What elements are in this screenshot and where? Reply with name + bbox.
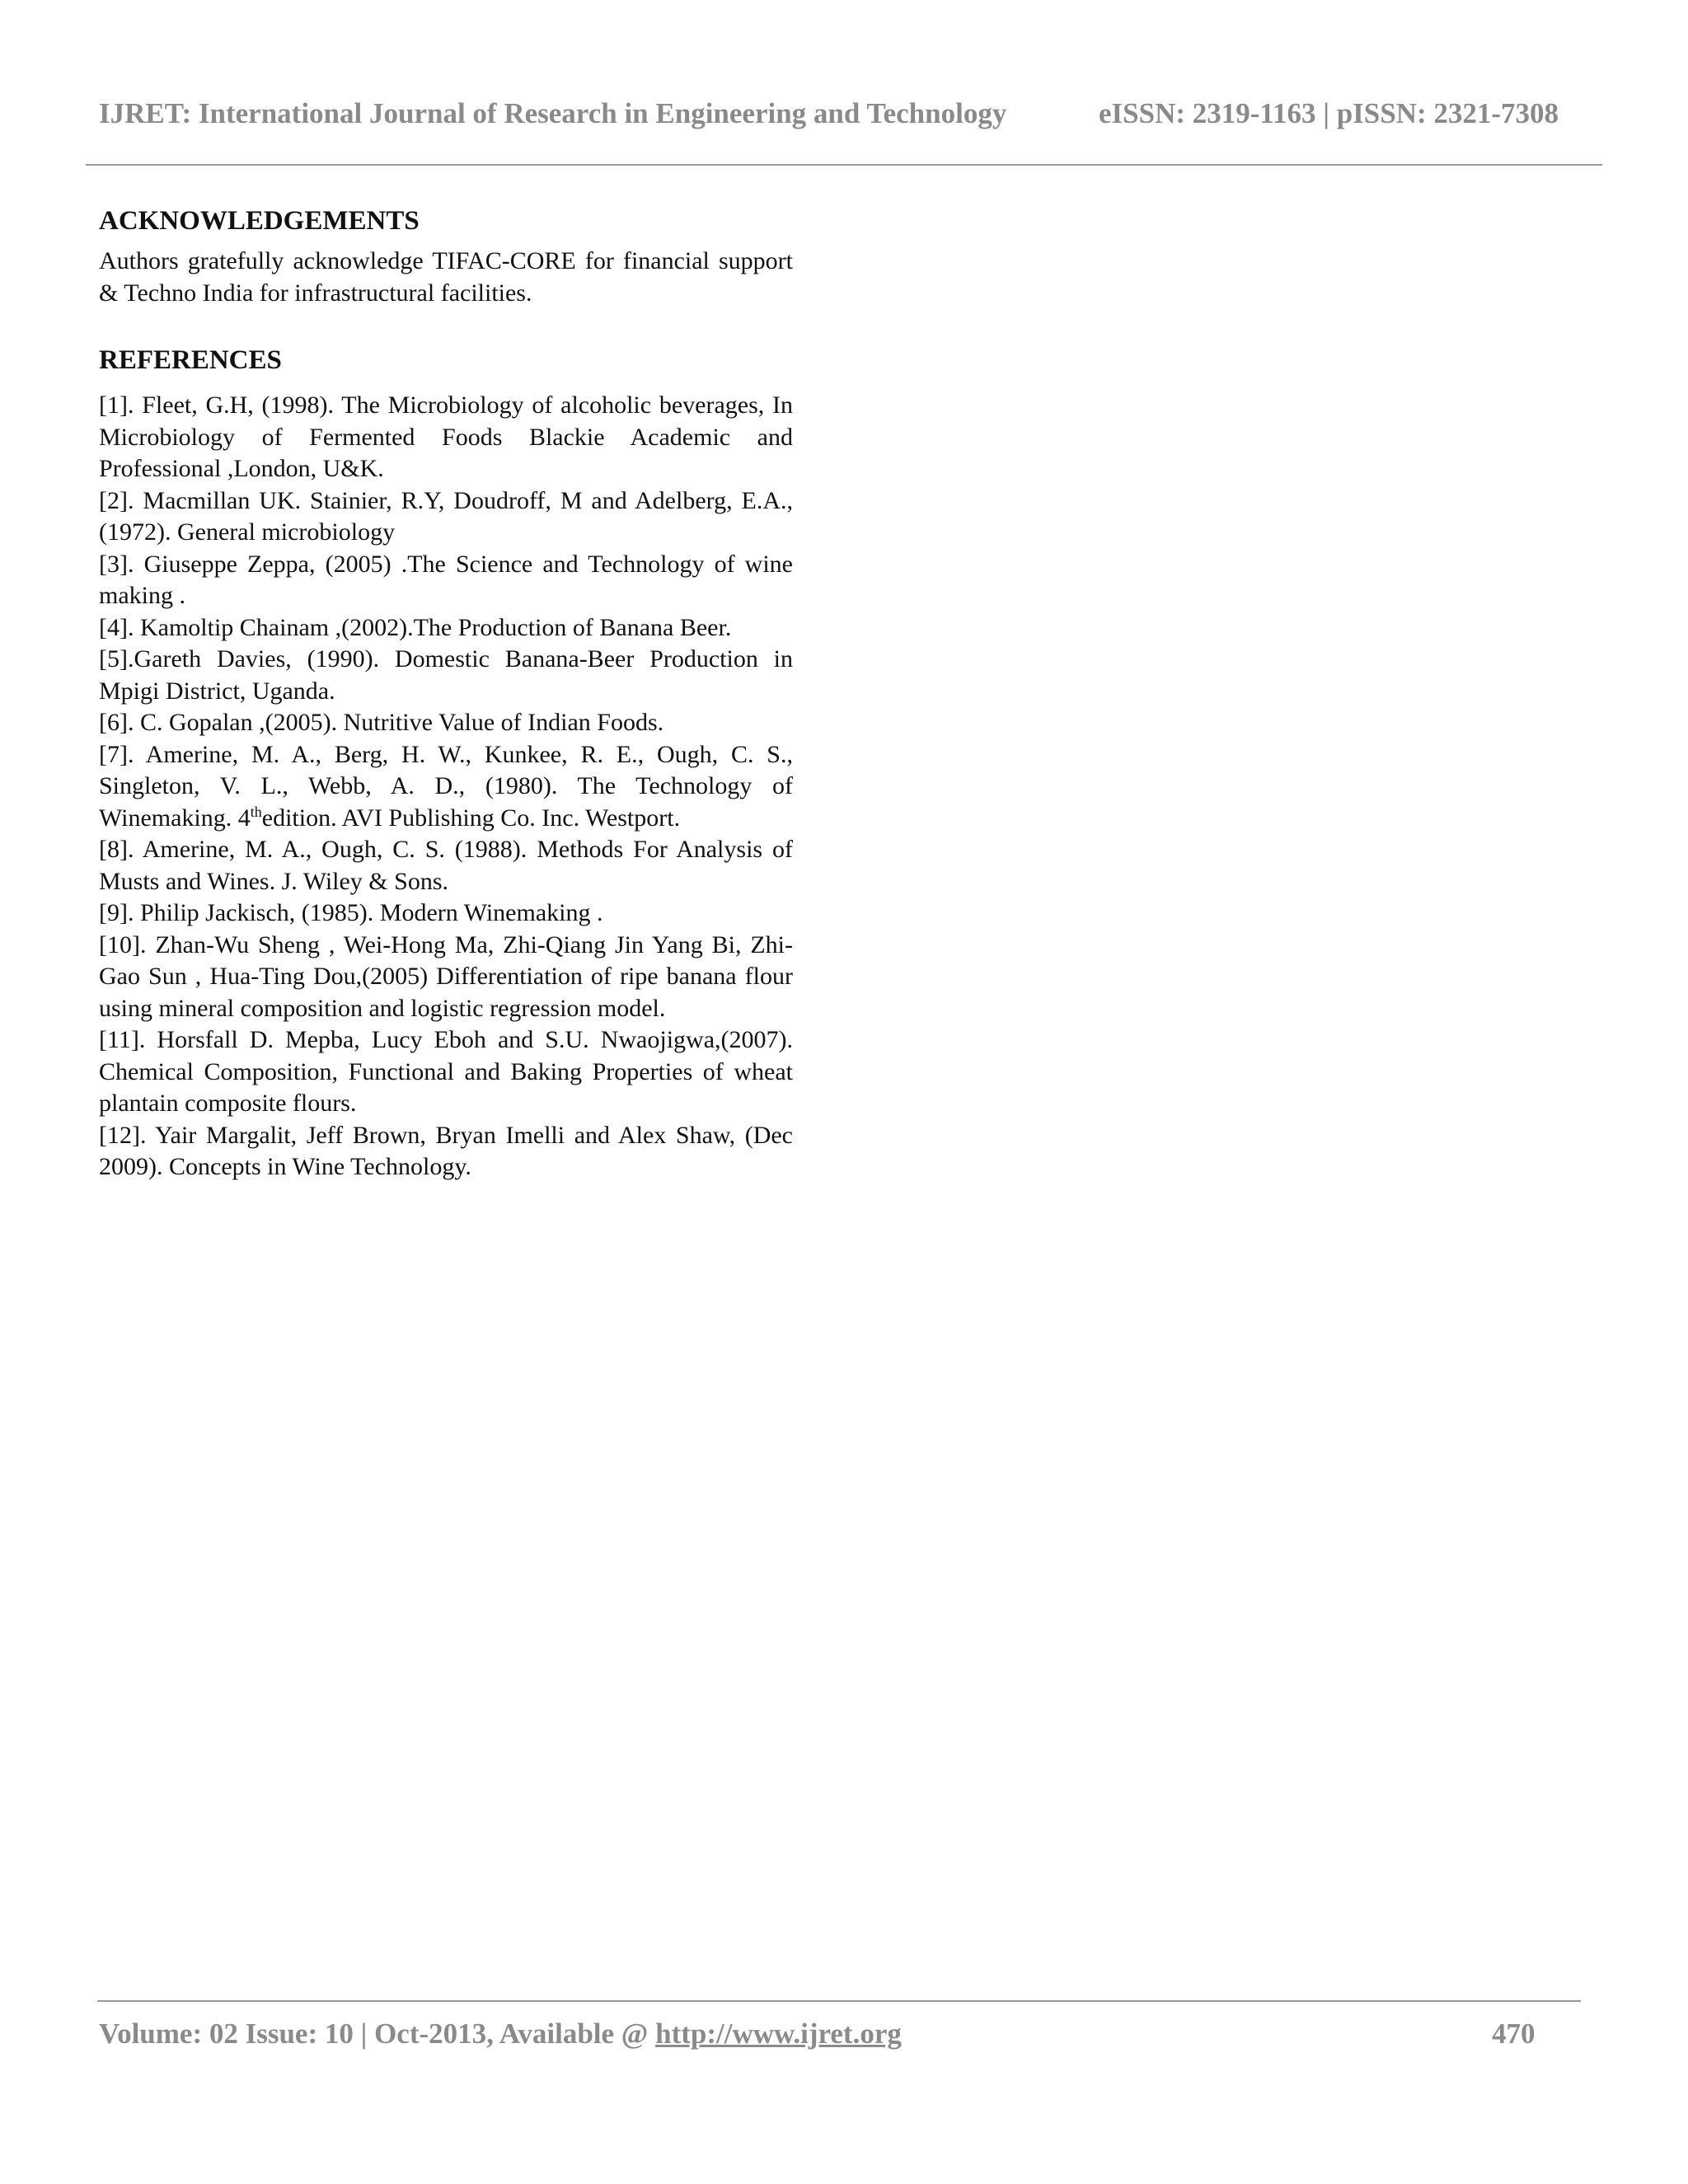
- reference-item: [12]. Yair Margalit, Jeff Brown, Bryan Imelli and Alex Shaw, (Dec 2009). Concepts in Wine Technology.: [99, 1121, 793, 1180]
- reference-list: [99, 390, 793, 1183]
- reference-item: [2]. Macmillan UK. Stainier, R.Y, Doudroff, M and Adelberg, E.A., (1972). General microbiology: [99, 486, 793, 546]
- page-number: 470: [1492, 2018, 1536, 2050]
- volume-info: Volume: 02 Issue: 10 | Oct-2013, Available @: [99, 2018, 656, 2050]
- reference-item: [9]. Philip Jackisch, (1985). Modern Winemaking .: [99, 899, 603, 926]
- footer-divider: [97, 2000, 1581, 2002]
- reference-item: [8]. Amerine, M. A., Ough, C. S. (1988). Methods For Analysis of Musts and Wines. J. Wiley & Sons.: [99, 836, 793, 895]
- reference-item: [99, 739, 793, 835]
- reference-item: [3]. Giuseppe Zeppa, (2005) .The Science and Technology of wine making .: [99, 550, 793, 609]
- reference-item: [6]. C. Gopalan ,(2005). Nutritive Value of Indian Foods.: [99, 709, 664, 736]
- main-column: [99, 203, 793, 1183]
- acknowledgements-text: Authors gratefully acknowledge TIFAC-CORE for financial support & Techno India for infrastructural facilities.: [99, 247, 793, 307]
- page-footer: [99, 2018, 1582, 2050]
- reference-text-part: [7]. Amerine, M. A., Berg, H. W., Kunkee, R. E., Ough, C. S., Singleton, V. L., Webb, A. D., (1980). The Technology of Winemaking. 4: [99, 740, 793, 832]
- reference-item: [1]. Fleet, G.H, (1998). The Microbiology of alcoholic beverages, In Microbiology of Fermented Foods Blackie Academic and Professional ,London, U&K.: [99, 391, 793, 482]
- acknowledgements-heading: ACKNOWLEDGEMENTS: [99, 206, 420, 236]
- reference-item: [11]. Horsfall D. Mepba, Lucy Eboh and S.U. Nwaojigwa,(2007). Chemical Composition, Functional and Baking Properties of wheat plantain composite flours.: [99, 1026, 793, 1117]
- reference-text-part: edition. AVI Publishing Co. Inc. Westport.: [261, 804, 681, 832]
- references-heading: REFERENCES: [99, 345, 282, 375]
- journal-link[interactable]: http://www.ijret.org: [655, 2018, 902, 2050]
- reference-item: [4]. Kamoltip Chainam ,(2002).The Production of Banana Beer.: [99, 613, 732, 641]
- reference-item: [5].Gareth Davies, (1990). Domestic Banana-Beer Production in Mpigi District, Uganda.: [99, 645, 793, 705]
- reference-superscript: th: [250, 803, 262, 820]
- issn-info: eISSN: 2319-1163 | pISSN: 2321-7308: [1099, 97, 1559, 129]
- journal-title: IJRET: International Journal of Research in Engineering and Technology: [99, 97, 1007, 129]
- reference-item: [10]. Zhan-Wu Sheng , Wei-Hong Ma, Zhi-Qiang Jin Yang Bi, Zhi-Gao Sun , Hua-Ting Dou,(2005) Differentiation of ripe banana flour using mineral composition and logistic regression model.: [99, 930, 793, 1022]
- header-divider: [86, 164, 1602, 166]
